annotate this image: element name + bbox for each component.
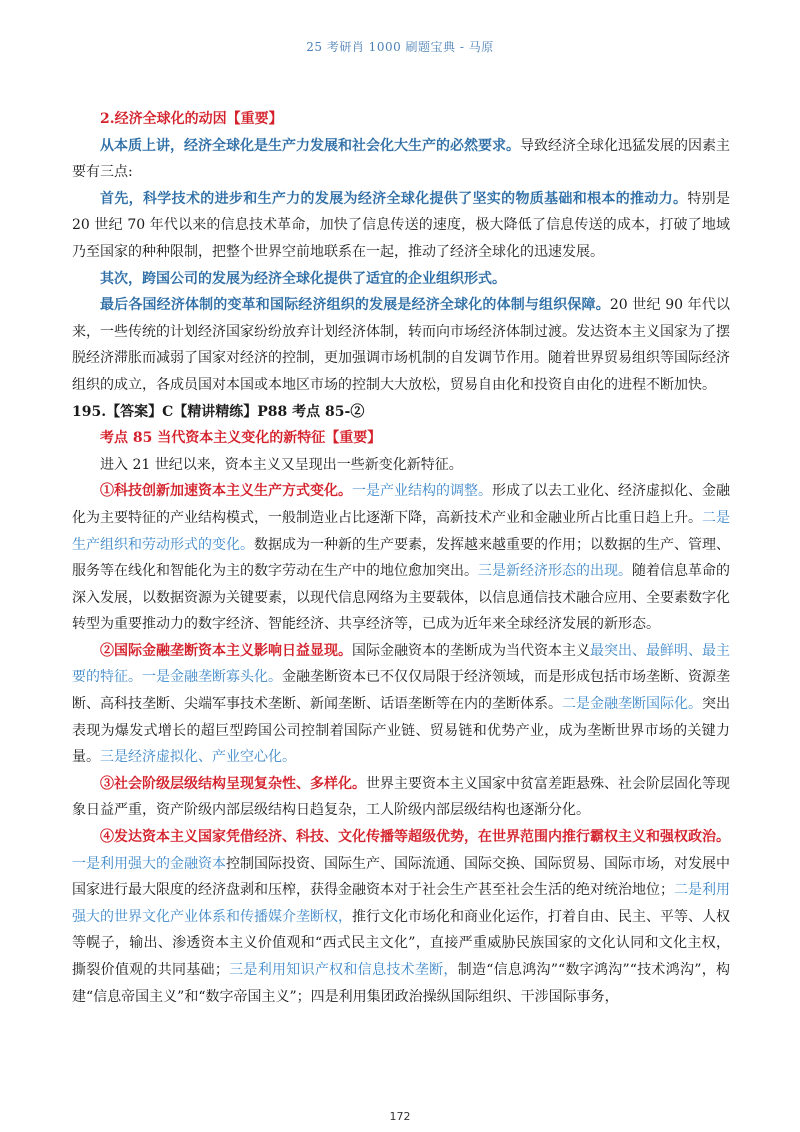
paragraph-item2: ②国际金融垄断资本主义影响日益显现。国际金融资本的垄断成为当代资本主义最突出、最鲜明、最主要的特征。一是金融垄断寡头化。金融垄断资本已不仅仅局限于经济领域，而是形成包括市场垄断、资源垄断、高科技垄断、尖端军事技术垄断、新闻垄断、话语垄断等在内的垄断体系。二是金融垄断国际化。突出表现为爆发式增长的超巨型跨国公司控制着国际产业链、贸易链和优势产业，成为垄断世界市场的关键力量。三是经济虚拟化、产业空心化。 xyxy=(72,642,730,766)
paragraph-second: 其次，跨国公司的发展为经济全球化提供了适宜的企业组织形式。 xyxy=(100,270,506,287)
page-header: 25 考研肖 1000 刷题宝典 - 马原 xyxy=(306,40,494,54)
page-content xyxy=(72,106,730,1010)
paragraph-first: 首先，科学技术的进步和生产力的发展为经济全球化提供了坚实的物质基础和根本的推动力。特别是 20 世纪 70 年代以来的信息技术革命，加快了信息传送的速度，极大降低了信息传送的成本，打破了地域乃至国家的种种限制，把整个世界空前地联系在一起，推动了经济全球化的迅速发展。 xyxy=(72,190,731,260)
page-number: 172 xyxy=(389,1110,411,1123)
paragraph-item1: ①科技创新加速资本主义生产方式变化。一是产业结构的调整。形成了以去工业化、经济虚拟化、金融化为主要特征的产业结构模式，一般制造业占比逐渐下降，高新技术产业和金融业所占比重日趋上升。二是生产组织和劳动形式的变化。数据成为一种新的生产要素，发挥越来越重要的作用；以数据的生产、管理、服务等在线化和智能化为主的数字劳动在生产中的地位愈加突出。三是新经济形态的出现。随着信息革命的深入发展，以数据资源为关键要素，以现代信息网络为主要载体，以信息通信技术融合应用、全要素数字化转型为重要推动力的数字经济、智能经济、共享经济等，已成为近年来全球经济发展的新形态。 xyxy=(72,483,730,633)
section-heading-globalization: 2.经济全球化的动因【重要】 xyxy=(100,111,283,127)
paragraph-last: 最后各国经济体制的变革和国际经济组织的发展是经济全球化的体制与组织保障。20 世纪 90 年代以来，一些传统的计划经济国家纷纷放弃计划经济体制，转而向市场经济体制过渡。发达资本主义国家为了摆脱经济滞胀而减弱了国家对经济的控制，更加强调市场机制的自发调节作用。随着世界贸易组织等国际经济组织的成立，各成员国对本国或本地区市场的控制大大放松，贸易自由化和投资自由化的进程不断加快。 xyxy=(72,297,730,393)
answer-line: 195.【答案】C【精讲精练】P88 考点 85-② xyxy=(72,403,365,420)
paragraph-item4: ④发达资本主义国家凭借经济、科技、文化传播等超级优势，在世界范围内推行霸权主义和强权政治。一是利用强大的金融资本控制国际投资、国际生产、国际流通、国际交换、国际贸易、国际市场，对发展中国家进行最大限度的经济盘剥和压榨，获得金融资本对于社会生产甚至社会生活的绝对统治地位；二是利用强大的世界文化产业体系和传播媒介垄断权，推行文化市场化和商业化运作，打着自由、民主、平等、人权等幌子，输出、渗透资本主义价值观和“西式民主文化”，直接严重威胁民族国家的文化认同和文化主权，撕裂价值观的共同基础；三是利用知识产权和信息技术垄断，制造“信息鸿沟”“数字鸿沟”“技术鸿沟”，构建“信息帝国主义”和“数字帝国主义”；四是利用集团政治操纵国际组织、干涉国际事务， xyxy=(72,829,731,1005)
paragraph-essence: 从本质上讲，经济全球化是生产力发展和社会化大生产的必然要求。导致经济全球化迅猛发展的因素主要有三点: xyxy=(72,137,730,181)
section-heading-capitalism: 考点 85 当代资本主义变化的新特征【重要】 xyxy=(100,430,382,447)
paragraph-item3: ③社会阶级层级结构呈现复杂性、多样化。世界主要资本主义国家中贫富差距悬殊、社会阶层固化等现象日益严重，资产阶级内部层级结构日趋复杂，工人阶级内部层级结构也逐渐分化。 xyxy=(72,775,730,819)
paragraph-intro: 进入 21 世纪以来，资本主义又呈现出一些新变化新特征。 xyxy=(100,456,463,473)
